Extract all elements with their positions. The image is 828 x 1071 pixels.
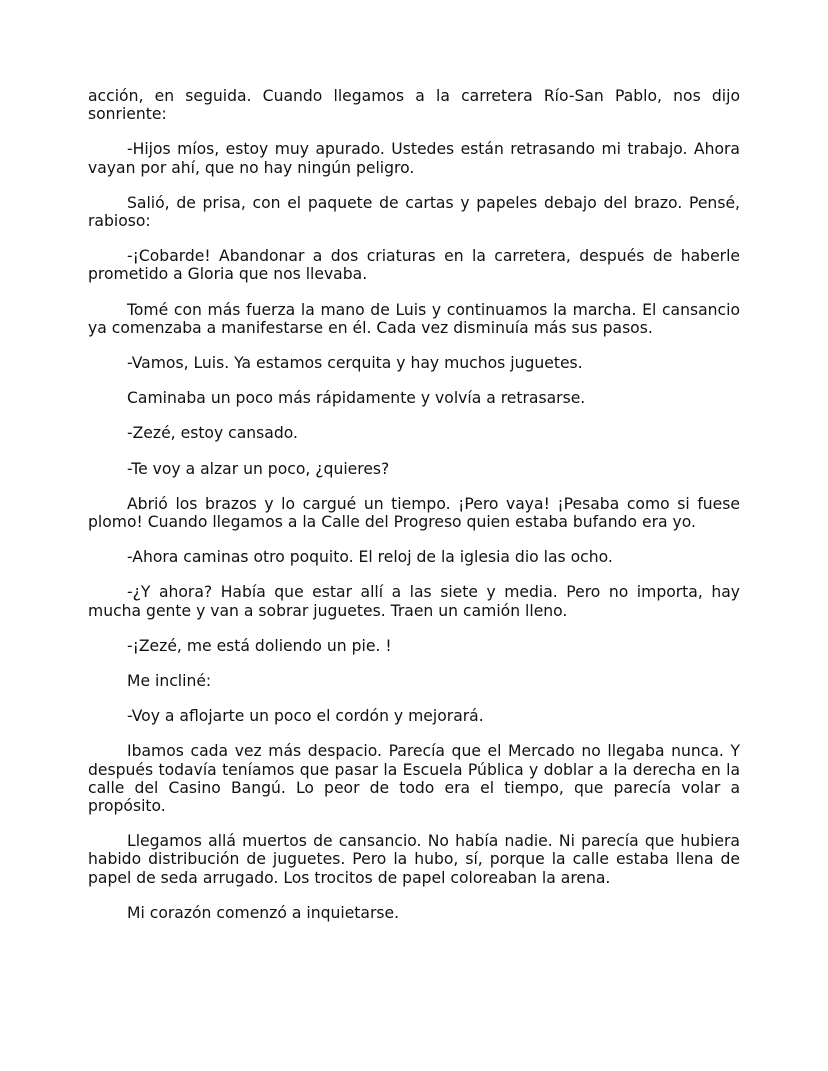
paragraph-5: Tomé con más fuerza la mano de Luis y continuamos la marcha. El cansancio ya comenzaba a manifestarse en él. Cada vez disminuía más sus pasos. <box>88 300 740 337</box>
document-page <box>88 87 740 939</box>
paragraph-4: -¡Cobarde! Abandonar a dos criaturas en la carretera, después de haberle prometido a Gloria que nos llevaba. <box>88 247 740 284</box>
paragraph-2: -Hijos míos, estoy muy apurado. Ustedes están retrasando mi trabajo. Ahora vayan por ahí, que no hay ningún peligro. <box>88 140 740 177</box>
paragraph-11: -Ahora caminas otro poquito. El reloj de la iglesia dio las ocho. <box>127 548 613 567</box>
paragraph-6: -Vamos, Luis. Ya estamos cerquita y hay muchos juguetes. <box>127 354 583 373</box>
paragraph-13: -¡Zezé, me está doliendo un pie. ! <box>127 636 392 655</box>
paragraph-1: acción, en seguida. Cuando llegamos a la carretera Río-San Pablo, nos dijo sonriente: <box>88 87 740 124</box>
paragraph-12: -¿Y ahora? Había que estar allí a las siete y media. Pero no importa, hay mucha gente y van a sobrar juguetes. Traen un camión lleno. <box>88 583 740 620</box>
paragraph-17: Llegamos allá muertos de cansancio. No había nadie. Ni parecía que hubiera habido distribución de juguetes. Pero la hubo, sí, porque la calle estaba llena de papel de seda arrugado. Los trocitos de papel coloreaban la arena. <box>88 832 740 887</box>
paragraph-10: Abrió los brazos y lo cargué un tiempo. ¡Pero vaya! ¡Pesaba como si fuese plomo! Cuando llegamos a la Calle del Progreso quien estaba bufando era yo. <box>88 494 740 532</box>
paragraph-8: -Zezé, estoy cansado. <box>127 424 298 443</box>
paragraph-14: Me incliné: <box>127 672 212 691</box>
paragraph-15: -Voy a aflojarte un poco el cordón y mejorará. <box>127 707 484 726</box>
paragraph-18: Mi corazón comenzó a inquietarse. <box>127 903 400 922</box>
paragraph-3: Salió, de prisa, con el paquete de cartas y papeles debajo del brazo. Pensé, rabioso: <box>88 193 740 231</box>
paragraph-7: Caminaba un poco más rápidamente y volvía a retrasarse. <box>127 389 586 408</box>
paragraph-9: -Te voy a alzar un poco, ¿quieres? <box>127 459 390 478</box>
paragraph-16: Ibamos cada vez más despacio. Parecía que el Mercado no llegaba nunca. Y después todavía teníamos que pasar la Escuela Pública y doblar a la derecha en la calle del Casino Bangú. Lo peor de todo era el tiempo, que parecía volar a propósito. <box>88 742 740 816</box>
